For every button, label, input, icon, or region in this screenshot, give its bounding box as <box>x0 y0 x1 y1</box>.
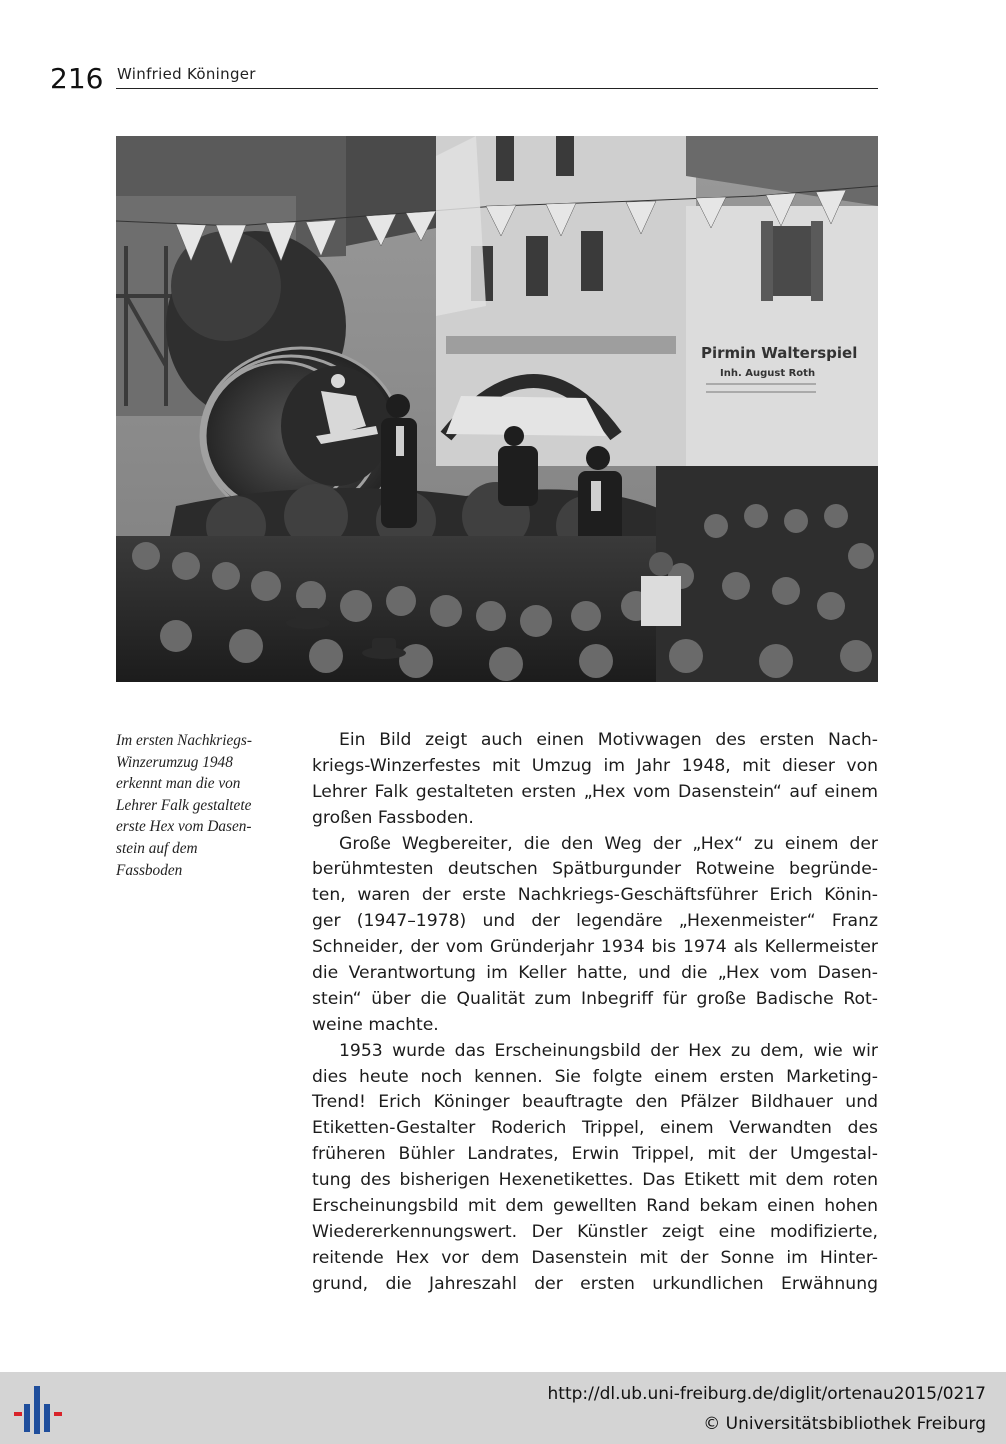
caption-line: Im ersten Nachkriegs- <box>116 732 252 749</box>
caption-line: erste Hex vom Dasen- <box>116 818 252 836</box>
page-number: 216 <box>50 62 104 95</box>
paragraph-line: weine machte. <box>312 1014 439 1035</box>
paragraph-line: Erscheinungsbild mit dem gewellten Rand bekam einen hohen <box>312 1196 878 1217</box>
caption-line: Fassboden <box>116 861 183 879</box>
header-rule <box>116 88 878 89</box>
footer-url-link[interactable]: http://dl.ub.uni-freiburg.de/diglit/ortenau2015/0217 <box>547 1384 986 1404</box>
paragraph-line: früheren Bühler Landrates, Erwin Trippel, mit der Umgestal- <box>312 1144 878 1165</box>
historic-photo-winzerumzug <box>116 136 878 682</box>
paragraph-line: Trend! Erich Köninger beauftragte den Pfälzer Bildhauer und <box>312 1092 878 1113</box>
paragraph-line: kriegs-Winzerfestes mit Umzug im Jahr 1948, mit dieser von <box>312 755 878 776</box>
caption-line: Winzerumzug 1948 <box>116 753 233 771</box>
photo-caption <box>116 730 286 881</box>
body-text <box>312 728 878 1298</box>
shop-sign-name: Pirmin Walterspiel <box>701 344 858 362</box>
paragraph-line: reitende Hex vor dem Dasenstein mit der Sonne im Hinter- <box>312 1247 878 1268</box>
paragraph-line: Schneider, der vom Gründerjahr 1934 bis 1974 als Kellermeister <box>312 937 878 958</box>
caption-line: stein auf dem <box>116 839 198 857</box>
paragraph-line: tung des bisherigen Hexenetikettes. Das Etikett mit dem roten <box>312 1170 878 1191</box>
ub-freiburg-logo-icon[interactable] <box>12 1384 64 1436</box>
paragraph-line: dies heute noch kennen. Sie folgte einem ersten Marketing- <box>312 1066 878 1087</box>
paragraph-line: die Verantwortung im Keller hatte, und die „Hex vom Dasen- <box>312 963 878 984</box>
paragraph-line: grund, die Jahreszahl der ersten urkundlichen Erwähnung <box>312 1273 878 1294</box>
paragraph-line: stein“ über die Qualität zum Inbegriff für große Badische Rot- <box>312 988 878 1009</box>
paragraph-line: Wiedererkennungswert. Der Künstler zeigt eine modifizierte, <box>312 1221 878 1242</box>
caption-line: erkennt man die von <box>116 775 241 793</box>
paragraph-line: berühmtesten deutschen Spätburgunder Rotweine begründe- <box>312 859 878 880</box>
running-head-author: Winfried Köninger <box>117 65 256 83</box>
paragraph-line: großen Fassboden. <box>312 807 474 828</box>
paragraph-line: Lehrer Falk gestalteten ersten „Hex vom Dasenstein“ auf einem <box>312 781 878 802</box>
paragraph-line: Ein Bild zeigt auch einen Motivwagen des ersten Nach- <box>339 730 878 750</box>
caption-line: Lehrer Falk gestaltete <box>116 796 252 814</box>
paragraph-line: ger (1947–1978) und der legendäre „Hexenmeister“ Franz <box>312 911 878 932</box>
paragraph-line: Etiketten-Gestalter Roderich Trippel, einem Verwandten des <box>312 1118 878 1139</box>
paragraph-line: ten, waren der erste Nachkriegs-Geschäftsführer Erich Könin- <box>312 885 878 906</box>
paragraph-line: 1953 wurde das Erscheinungsbild der Hex zu dem, wie wir <box>339 1040 878 1061</box>
footer-bar <box>0 1372 1006 1444</box>
shop-sign-owner: Inh. August Roth <box>720 368 816 379</box>
paragraph-line: Große Wegbereiter, die den Weg der „Hex“ zu einem der <box>339 833 878 854</box>
footer-copyright: © Universitätsbibliothek Freiburg <box>703 1414 986 1434</box>
